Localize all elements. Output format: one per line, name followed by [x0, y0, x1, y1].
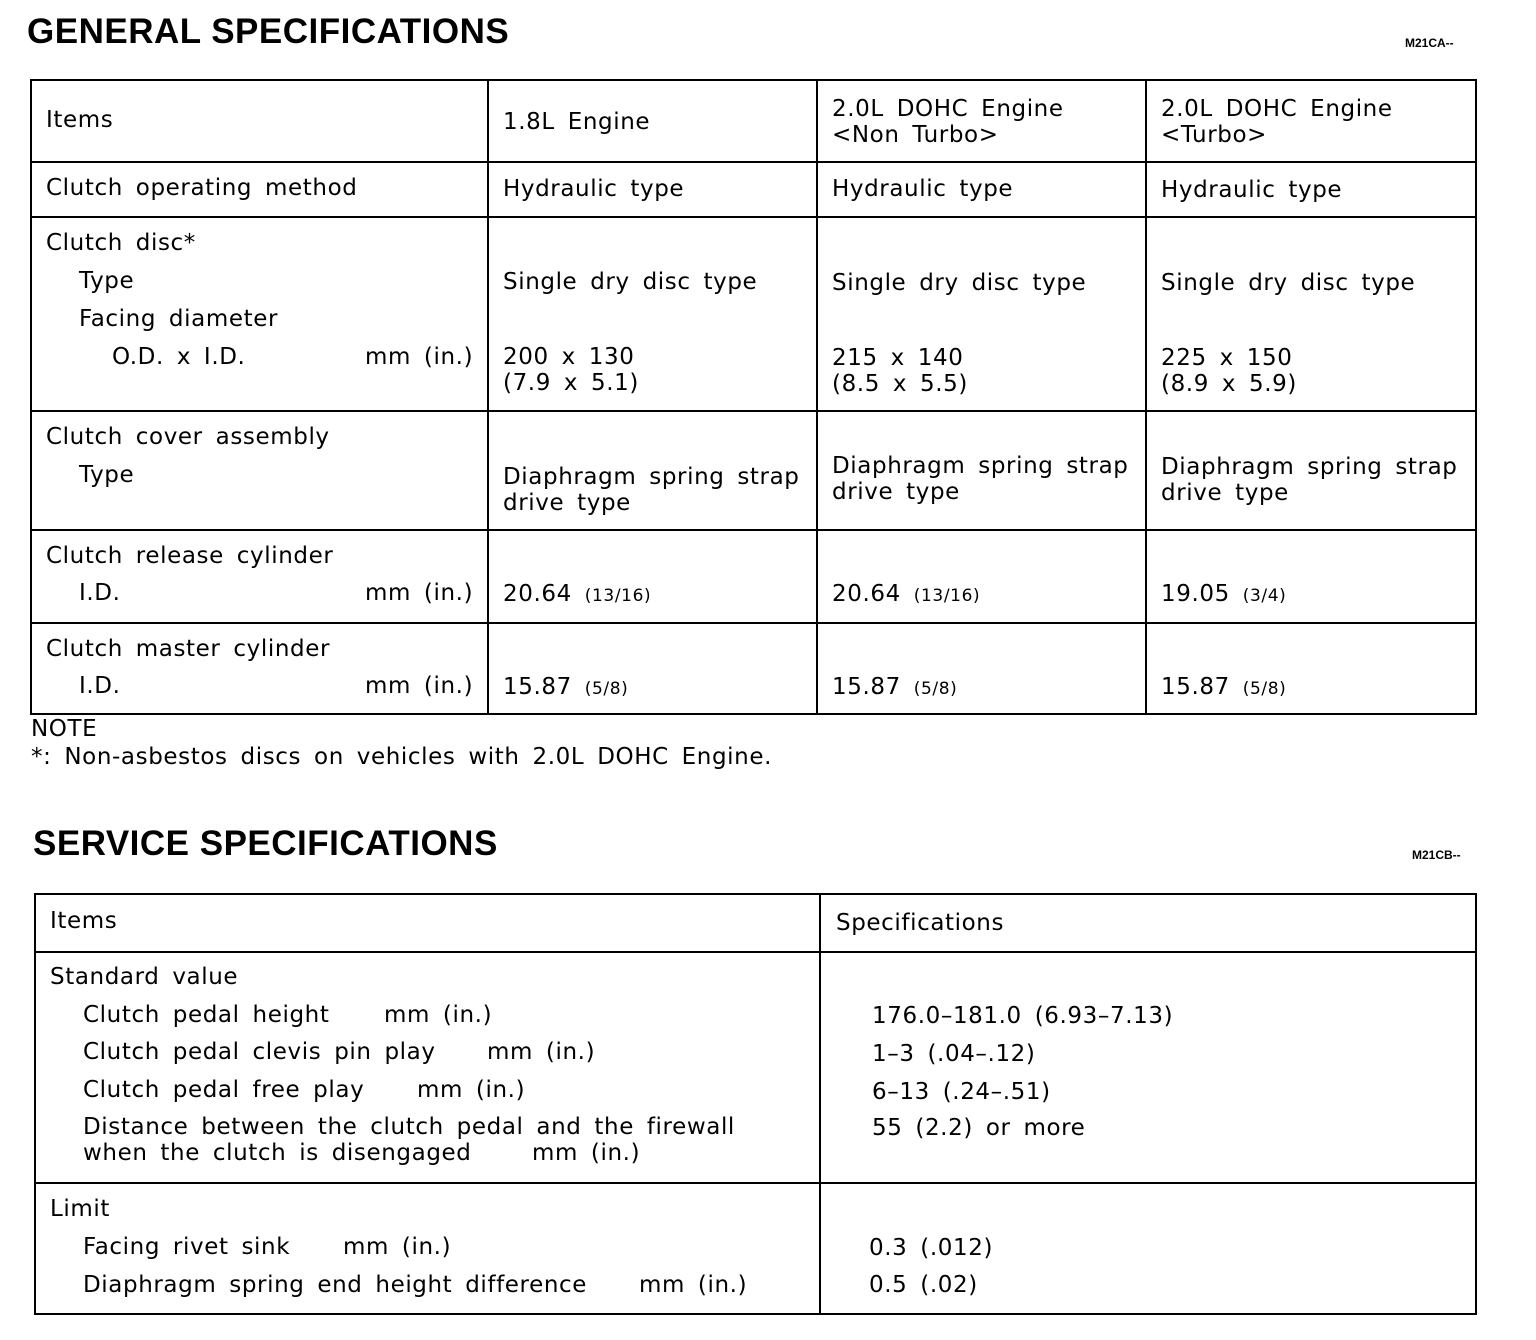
operating-method-value: Hydraulic type	[832, 176, 1014, 202]
clevis-pin-play-value: 1–3 (.04–.12)	[872, 1041, 1036, 1067]
cover-type-value: Diaphragm spring strap	[1161, 454, 1458, 480]
engine-1-8l-header: 1.8L Engine	[503, 109, 651, 135]
clevis-pin-play-label: Clutch pedal clevis pin play	[83, 1039, 436, 1065]
facing-rivet-sink-value: 0.3 (.012)	[869, 1235, 994, 1261]
master-id-label: I.D.	[79, 673, 121, 699]
pedal-height-value: 176.0–181.0 (6.93–7.13)	[872, 1003, 1174, 1029]
clutch-operating-method-label: Clutch operating method	[46, 175, 358, 201]
operating-method-value: Hydraulic type	[1161, 177, 1343, 203]
pedal-height-label: Clutch pedal height	[83, 1002, 330, 1028]
release-id-value: 20.64 (13/16)	[832, 581, 981, 607]
items-header: Items	[50, 908, 118, 934]
facing-diameter-in: (8.9 x 5.9)	[1161, 371, 1297, 397]
unit-label: mm (in.)	[532, 1140, 641, 1166]
clutch-master-cylinder-label: Clutch master cylinder	[46, 636, 331, 662]
free-play-label: Clutch pedal free play	[83, 1077, 365, 1103]
general-specifications-table	[30, 79, 1477, 715]
engine-2-0l-turbo-subheader: <Turbo>	[1161, 122, 1268, 148]
operating-method-value: Hydraulic type	[503, 176, 685, 202]
table-header-row	[35, 894, 1476, 952]
table-row	[35, 952, 1476, 1183]
engine-2-0l-non-turbo-subheader: <Non Turbo>	[832, 122, 999, 148]
cover-type-value: Diaphragm spring strap	[832, 453, 1129, 479]
clutch-disc-label: Clutch disc*	[46, 230, 196, 256]
service-specifications-table	[34, 893, 1477, 1315]
release-id-label: I.D.	[79, 580, 121, 606]
release-id-value: 20.64 (13/16)	[503, 581, 652, 607]
cover-type-label: Type	[79, 462, 135, 488]
cover-type-value-cont: drive type	[503, 490, 631, 516]
disc-type-label: Type	[79, 268, 135, 294]
facing-diameter-label: Facing diameter	[79, 306, 278, 332]
pedal-firewall-distance-label-cont: when the clutch is disengaged	[83, 1140, 472, 1166]
disc-type-value: Single dry disc type	[503, 269, 758, 295]
release-id-value: 19.05 (3/4)	[1161, 581, 1287, 607]
clutch-release-cylinder-label: Clutch release cylinder	[46, 543, 334, 569]
diaphragm-height-difference-label: Diaphragm spring end height difference	[83, 1272, 588, 1298]
general-section-code: M21CA--	[1405, 36, 1454, 50]
table-row	[31, 623, 1476, 714]
cover-type-value: Diaphragm spring strap	[503, 464, 800, 490]
facing-diameter-in: (7.9 x 5.1)	[503, 370, 639, 396]
facing-rivet-sink-label: Facing rivet sink	[83, 1234, 291, 1260]
free-play-value: 6–13 (.24–.51)	[872, 1079, 1051, 1105]
table-row	[31, 411, 1476, 530]
master-id-value: 15.87 (5/8)	[503, 674, 629, 700]
facing-diameter-in: (8.5 x 5.5)	[832, 371, 968, 397]
unit-label: mm (in.)	[487, 1039, 596, 1065]
table-row	[31, 530, 1476, 623]
unit-label: mm (in.)	[343, 1234, 452, 1260]
disc-type-value: Single dry disc type	[1161, 270, 1416, 296]
unit-label: mm (in.)	[639, 1272, 748, 1298]
unit-label: mm (in.)	[384, 1002, 493, 1028]
master-id-value: 15.87 (5/8)	[832, 674, 958, 700]
specifications-header: Specifications	[836, 910, 1005, 936]
pedal-firewall-distance-label: Distance between the clutch pedal and the firewall	[83, 1114, 735, 1140]
note-heading: NOTE	[31, 716, 98, 742]
cover-type-value-cont: drive type	[832, 479, 960, 505]
cover-type-value-cont: drive type	[1161, 480, 1289, 506]
diaphragm-height-difference-value: 0.5 (.02)	[869, 1272, 978, 1298]
service-section-code: M21CB--	[1412, 848, 1461, 862]
master-id-value: 15.87 (5/8)	[1161, 674, 1287, 700]
items-header: Items	[46, 107, 114, 133]
table-row	[31, 162, 1476, 217]
facing-diameter-mm: 215 x 140	[832, 345, 964, 371]
disc-type-value: Single dry disc type	[832, 270, 1087, 296]
od-id-label: O.D. x I.D.	[112, 344, 246, 370]
unit-label: mm (in.)	[365, 344, 474, 370]
table-row	[31, 217, 1476, 411]
facing-diameter-mm: 200 x 130	[503, 344, 635, 370]
engine-2-0l-turbo-header: 2.0L DOHC Engine	[1161, 96, 1393, 122]
table-row	[35, 1183, 1476, 1314]
service-specifications-title: SERVICE SPECIFICATIONS	[33, 824, 498, 863]
clutch-cover-assembly-label: Clutch cover assembly	[46, 424, 330, 450]
general-specifications-title: GENERAL SPECIFICATIONS	[27, 12, 510, 51]
unit-label: mm (in.)	[365, 580, 474, 606]
note-text: *: Non-asbestos discs on vehicles with 2.0L DOHC Engine.	[31, 744, 773, 770]
limit-label: Limit	[50, 1196, 111, 1222]
table-header-row	[31, 80, 1476, 162]
pedal-firewall-distance-value: 55 (2.2) or more	[872, 1115, 1086, 1141]
facing-diameter-mm: 225 x 150	[1161, 345, 1293, 371]
unit-label: mm (in.)	[365, 673, 474, 699]
unit-label: mm (in.)	[417, 1077, 526, 1103]
standard-value-label: Standard value	[50, 964, 239, 990]
engine-2-0l-non-turbo-header: 2.0L DOHC Engine	[832, 96, 1064, 122]
